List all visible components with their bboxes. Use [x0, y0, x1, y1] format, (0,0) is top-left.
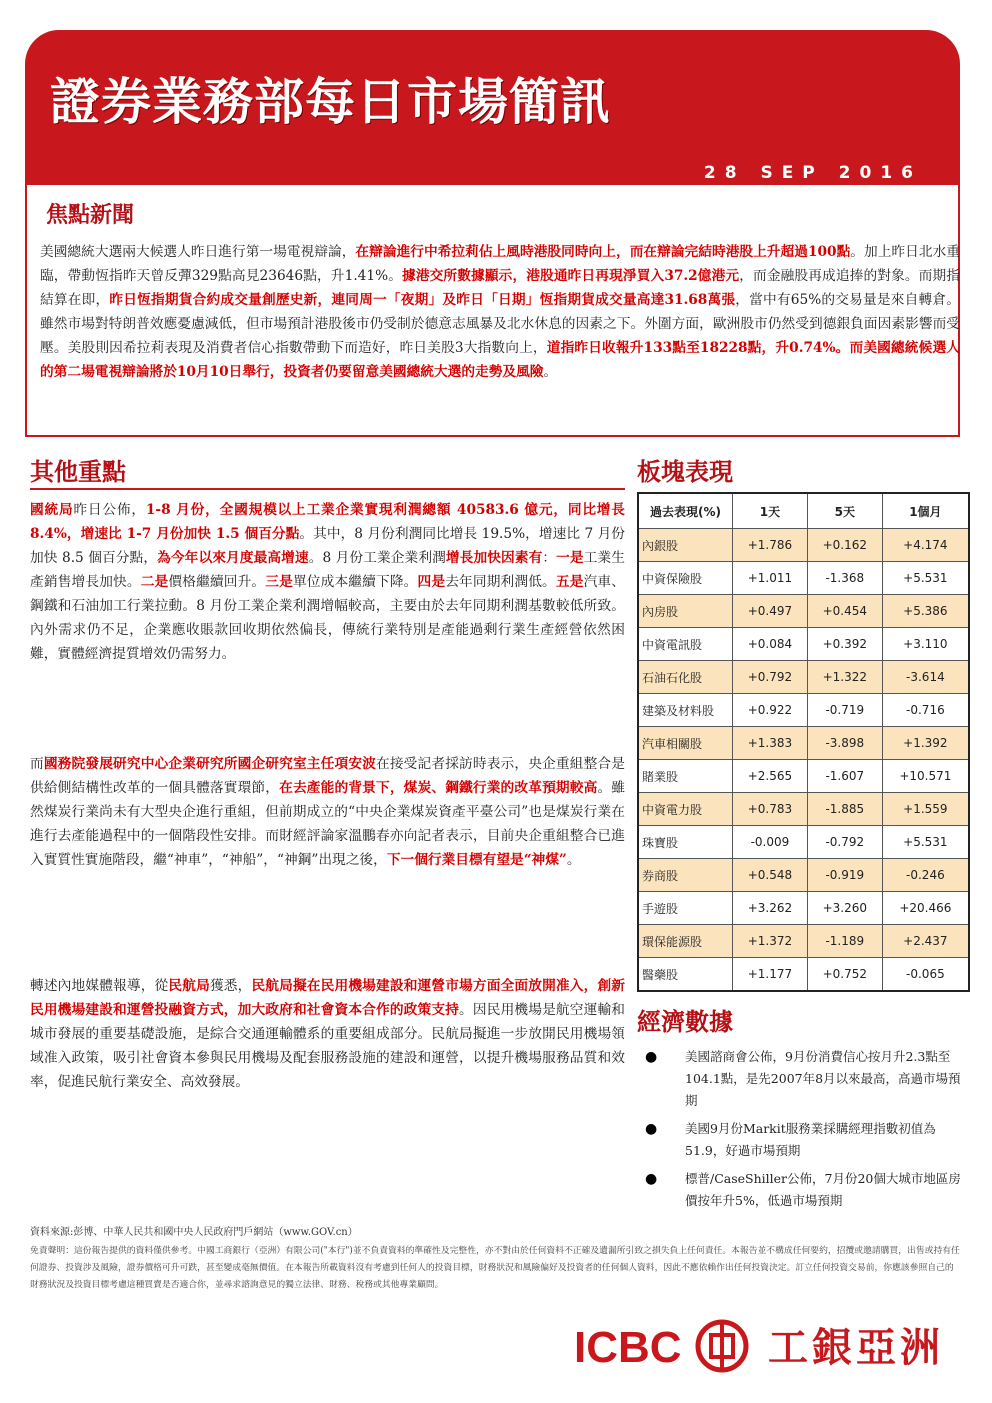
list-item — [645, 1168, 970, 1212]
change-1d: +1.011 — [733, 562, 808, 595]
body-text: 。加上昨日北水重臨，帶動恆指昨天曾反彈329點高見23646點，升1.41%。 — [40, 244, 960, 284]
sector-name: 建築及材料股 — [638, 694, 733, 727]
change-1m: +2.437 — [882, 925, 969, 958]
change-1m: +1.559 — [882, 793, 969, 826]
focus-news-body — [40, 240, 960, 384]
logo-latin: ICBC — [574, 1323, 682, 1372]
change-1m: -0.065 — [882, 958, 969, 992]
change-5d: +0.752 — [807, 958, 882, 992]
table-row — [638, 694, 969, 727]
change-1d: +0.922 — [733, 694, 808, 727]
change-5d: -1.607 — [807, 760, 882, 793]
sector-name: 環保能源股 — [638, 925, 733, 958]
sector-name: 汽車相關股 — [638, 727, 733, 760]
change-1m: +3.110 — [882, 628, 969, 661]
highlight-paragraph-3 — [30, 974, 625, 1094]
page-title: 證券業務部每日市場簡訊 — [50, 73, 611, 131]
change-1d: +0.497 — [733, 595, 808, 628]
table-row — [638, 958, 969, 992]
change-1m: -3.614 — [882, 661, 969, 694]
body-text: 而 — [30, 756, 44, 772]
highlighted-text: 昨日恆指期貨合約成交量創歷史新，連同周一「夜期」及昨日「日期」恆指期貨成交量高達31.68萬張 — [109, 292, 736, 308]
body-text: 去年同期利潤低。 — [445, 574, 556, 590]
change-5d: -0.919 — [807, 859, 882, 892]
change-1d: +0.084 — [733, 628, 808, 661]
change-1m: +20.466 — [882, 892, 969, 925]
table-row — [638, 793, 969, 826]
change-1m: +4.174 — [882, 529, 969, 562]
bullet-icon: ● — [645, 1049, 658, 1065]
list-item — [645, 1046, 970, 1112]
body-text: 美國總統大選兩大候選人昨日進行第一場電視辯論， — [40, 244, 356, 260]
table-row — [638, 859, 969, 892]
table-row — [638, 826, 969, 859]
table-row — [638, 595, 969, 628]
other-highlights-title: 其他重點 — [30, 458, 126, 486]
change-1d: +1.177 — [733, 958, 808, 992]
body-text: ，而金融股再成追捧的對象。而期指結算在即， — [40, 268, 960, 308]
body-text: 轉述內地媒體報導，從 — [30, 978, 169, 994]
highlight-paragraph-1 — [30, 498, 625, 666]
sector-name: 中資保險股 — [638, 562, 733, 595]
sector-name: 醫藥股 — [638, 958, 733, 992]
table-header-row — [638, 493, 969, 529]
list-item — [645, 1118, 970, 1162]
table-row — [638, 529, 969, 562]
highlighted-text: 國統局 — [30, 502, 74, 518]
table-row — [638, 661, 969, 694]
focus-news-title: 焦點新聞 — [46, 203, 135, 228]
highlighted-text: 國務院發展研究中心企業研究所國企研究室主任項安波 — [43, 756, 376, 772]
table-row — [638, 925, 969, 958]
highlighted-text: 民航局 — [168, 978, 210, 994]
change-5d: +1.322 — [807, 661, 882, 694]
change-1d: +1.372 — [733, 925, 808, 958]
sector-name: 石油石化股 — [638, 661, 733, 694]
change-1m: +5.386 — [882, 595, 969, 628]
change-1m: +1.392 — [882, 727, 969, 760]
column-header: 1個月 — [882, 493, 969, 529]
bullet-icon: ● — [645, 1171, 658, 1187]
change-1d: +1.786 — [733, 529, 808, 562]
change-5d: -1.885 — [807, 793, 882, 826]
highlighted-text: 下一個行業目標有望是“神煤” — [386, 852, 567, 868]
change-5d: -1.368 — [807, 562, 882, 595]
change-5d: -0.719 — [807, 694, 882, 727]
economic-item-text: 標普/CaseShiller公佈，7月份20個大城市地區房價按年升5%，低過市場預期 — [685, 1171, 961, 1208]
body-text: ，當中有65%的交易量是來自轉倉。雖然市場對特朗普效應憂慮減低，但市場預計港股後市仍受制於德意志風暴及北水休息的因素之下。外圍方面，歐洲股市仍然受到德銀負面因素影響而受壓。美股則因希拉莉表現及消費者信心指數帶動下而造好，昨日美股3大指數向上， — [40, 292, 960, 356]
change-5d: +0.162 — [807, 529, 882, 562]
icbc-logo — [572, 1316, 962, 1376]
sector-performance-table — [637, 492, 970, 992]
change-1d: +3.262 — [733, 892, 808, 925]
change-1d: +2.565 — [733, 760, 808, 793]
highlighted-text: 在辯論進行中希拉莉佔上風時港股同時向上，而在辯論完結時港股上升超過100點 — [355, 244, 851, 260]
body-text: 工業生產銷售增長加快。 — [30, 550, 625, 590]
change-1d: +1.383 — [733, 727, 808, 760]
column-header: 5天 — [807, 493, 882, 529]
change-1m: +10.571 — [882, 760, 969, 793]
table-row — [638, 760, 969, 793]
sector-name: 券商股 — [638, 859, 733, 892]
body-text: 昨日公佈， — [73, 502, 146, 518]
column-header: 1天 — [733, 493, 808, 529]
highlight-paragraph-2 — [30, 752, 625, 872]
logo-chinese: 工銀亞洲 — [768, 1325, 944, 1371]
body-text: 。8 月份工業企業利潤 — [308, 550, 446, 566]
body-text: 。 — [543, 364, 558, 380]
body-text: 在接受記者採訪時表示，央企重組整合是供給側結構性改革的一個具體落實環節， — [30, 756, 625, 796]
change-1d: +0.548 — [733, 859, 808, 892]
body-text: 單位成本繼續下降。 — [292, 574, 418, 590]
sector-name: 中資電訊股 — [638, 628, 733, 661]
body-text: 。 — [566, 852, 581, 868]
highlighted-text: 1-8 月份，全國規模以上工業企業實現利潤總額 40583.6 億元，同比增長 8.4%，增速比 1-7 月份加快 1.5 個百分點 — [30, 502, 625, 542]
highlighted-text: 增長加快因素有 — [445, 550, 543, 566]
economic-item-text: 美國9月份Markit服務業採購經理指數初值為51.9，好過市場預期 — [685, 1121, 936, 1158]
table-row — [638, 892, 969, 925]
change-1d: -0.009 — [733, 826, 808, 859]
change-5d: -0.792 — [807, 826, 882, 859]
highlighted-text: 四是 — [417, 574, 446, 590]
body-text: 。因民用機場是航空運輸和城市發展的重要基礎設施，是綜合交通運輸體系的重要組成部分。民航局擬進一步放開民用機場領域准入政策，吸引社會資本參與民用機場及配套服務設施的建設和運營，以提升機場服務品質和效率，促進民航行業安全、高效發展。 — [30, 1002, 625, 1090]
section-rule — [30, 488, 625, 490]
economic-item-text: 美國諮商會公佈，9月份消費信心按月升2.3點至104.1點，是先2007年8月以來最高，高過市場預期 — [685, 1049, 961, 1108]
sector-name: 手遊股 — [638, 892, 733, 925]
highlighted-text: 在去產能的背景下，煤炭、鋼鐵行業的改革預期較高 — [279, 780, 598, 796]
highlighted-text: 據港交所數據顯示，港股通昨日再現淨買入37.2億港元 — [402, 268, 740, 284]
change-1m: -0.246 — [882, 859, 969, 892]
table-row — [638, 628, 969, 661]
table-row — [638, 727, 969, 760]
body-text: 價格繼續回升。 — [168, 574, 266, 590]
body-text: 汽車、鋼鐵和石油加工行業拉動。8 月份工業企業利潤增幅較高，主要由於去年同期利潤基數較低所致。內外需求仍不足，企業應收賬款回收期依然偏長，傳統行業特別是產能過剩行業生產經營依然困難，實體經濟提質增效仍需努力。 — [30, 574, 625, 662]
sector-name: 內銀股 — [638, 529, 733, 562]
change-5d: +0.392 — [807, 628, 882, 661]
sector-name: 珠寶股 — [638, 826, 733, 859]
data-source: 資料來源:彭博、中華人民共和國中央人民政府門戶網站（www.GOV.cn） — [30, 1227, 358, 1238]
change-5d: +0.454 — [807, 595, 882, 628]
disclaimer: 免責聲明：這份報告提供的資料僅供參考。中國工商銀行（亞洲）有限公司("本行")並不負責資料的準確性及完整性，亦不對由於任何資料不正確及遺漏所引致之損失負上任何責任。本報告並不構成任何要約，招攬或邀請購買，出售或持有任何證券、投資涉及風險，證券價格可升可跌，甚至變成毫無價值。在本報告所載資料沒有考慮到任何人的投資目標，財務狀況和風險偏好及投資者的任何個人資料，因此不應依賴作出任何投資決定。訂立任何投資交易前，你應該參照自己的財務狀況及投資目標考慮這種買賣是否適合你，並尋求諮詢意見的獨立法律、財務、稅務或其他專業顧問。 — [30, 1246, 960, 1290]
sector-name: 賭業股 — [638, 760, 733, 793]
body-text: ： — [542, 550, 557, 566]
report-date: 28 SEP 2016 — [703, 163, 922, 183]
table-row — [638, 562, 969, 595]
change-5d: -1.189 — [807, 925, 882, 958]
change-5d: -3.898 — [807, 727, 882, 760]
economic-data-title: 經濟數據 — [637, 1008, 733, 1036]
change-1m: +5.531 — [882, 826, 969, 859]
bullet-icon: ● — [645, 1121, 658, 1137]
change-5d: +3.260 — [807, 892, 882, 925]
change-1m: -0.716 — [882, 694, 969, 727]
highlighted-text: 民航局擬在民用機場建設和運營市場方面全面放開准入，創新民用機場建設和運營投融資方式，加大政府和社會資本合作的政策支持 — [30, 978, 625, 1018]
sector-name: 中資電力股 — [638, 793, 733, 826]
highlighted-text: 五是 — [555, 574, 584, 590]
body-text: 。其中，8 月份利潤同比增長 19.5%，增速比 7 月份加快 8.5 個百分點， — [30, 526, 625, 566]
highlighted-text: 道指昨日收報升133點至18228點，升0.74%。而美國總統候選人的第二場電視辯論將於10月10日舉行，投資者仍要留意美國總統大選的走勢及風險 — [40, 340, 960, 380]
body-text: 。雖然煤炭行業尚未有大型央企進行重組，但前期成立的“中央企業煤炭資產平臺公司”也是煤炭行業在進行去產能過程中的一個階段性安排。而財經評論家溫鵬春亦向記者表示，目前央企重組整合已進入實質性實施階段，繼“神車”，“神船”，“神鋼”出現之後， — [30, 780, 625, 868]
highlighted-text: 一是 — [556, 550, 584, 566]
change-1d: +0.783 — [733, 793, 808, 826]
sector-name: 內房股 — [638, 595, 733, 628]
icbc-logo-graphic — [572, 1316, 962, 1376]
body-text: 獲悉， — [209, 978, 252, 994]
highlighted-text: 三是 — [265, 574, 293, 590]
highlighted-text: 二是 — [140, 574, 169, 590]
sector-performance-title: 板塊表現 — [637, 458, 733, 486]
change-1m: +5.531 — [882, 562, 969, 595]
change-1d: +0.792 — [733, 661, 808, 694]
highlighted-text: 為今年以來月度最高增速 — [157, 550, 309, 566]
column-header: 過去表現(%) — [638, 493, 733, 529]
economic-data-list — [645, 1046, 970, 1218]
